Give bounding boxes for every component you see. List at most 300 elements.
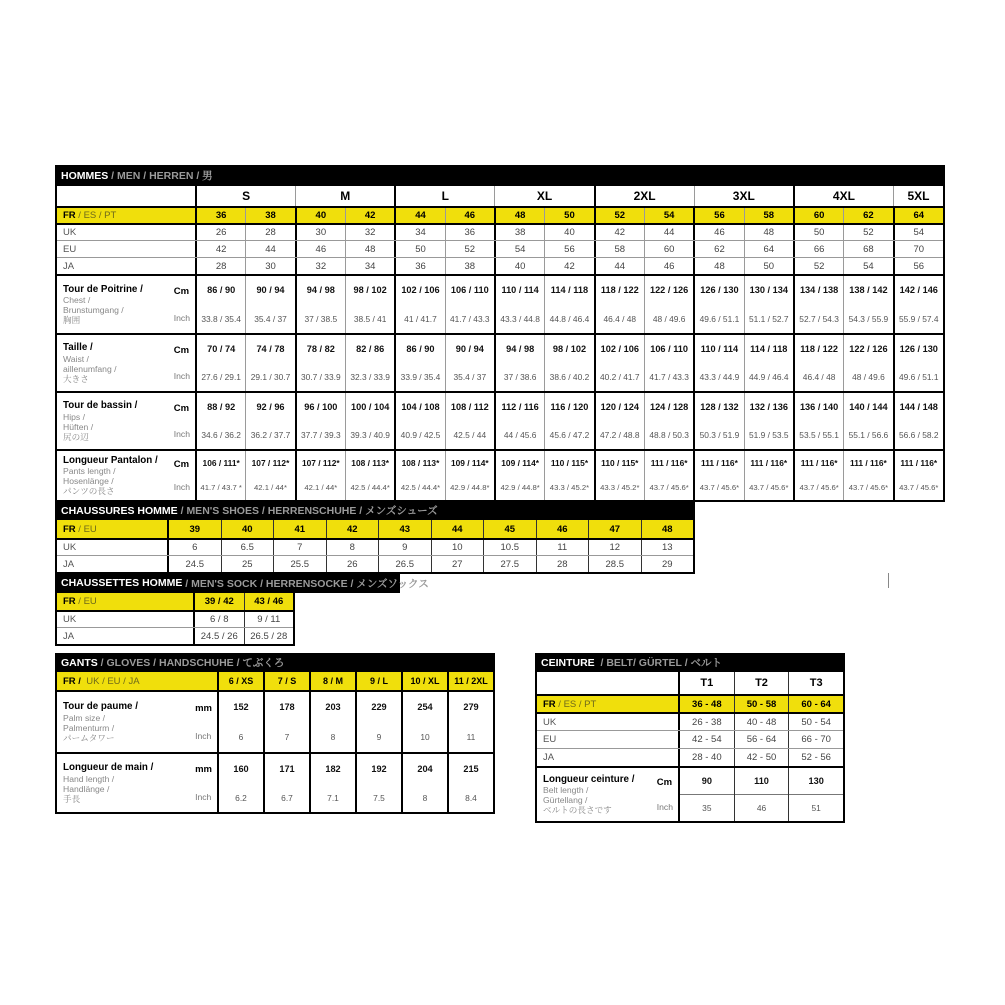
measure-subname: Palmenturm / — [63, 722, 115, 733]
row-values — [197, 208, 943, 223]
measure-label — [57, 335, 197, 391]
row-label: FR / ES / PT — [537, 696, 680, 712]
mm-value: 215 — [463, 763, 479, 774]
table-cell: 34 — [345, 258, 394, 274]
cm-value: 78 / 82 — [306, 344, 335, 354]
shoes-title-bar — [55, 501, 695, 520]
table-cell: 28 — [245, 225, 294, 240]
table-cell: 27 — [431, 556, 484, 572]
measure-name: Tour de paume / — [63, 701, 138, 713]
table-cell: 10 — [431, 540, 484, 555]
table-cell: 25.5 — [273, 556, 326, 572]
table-cell: 38 — [245, 208, 294, 223]
table-cell: 60 — [644, 241, 693, 257]
size-group-cell: L — [394, 186, 494, 206]
gloves-table-body — [55, 672, 495, 814]
ja-row — [57, 555, 693, 572]
measure-subname: Hüften / — [63, 421, 94, 432]
table-cell — [734, 768, 789, 821]
cm-value: 111 / 116* — [750, 458, 788, 469]
table-cell: 60 - 64 — [788, 696, 843, 712]
table-cell — [788, 768, 843, 821]
inch-value: 8 — [330, 732, 336, 742]
inch-value: 8.4 — [465, 792, 477, 803]
inch-value: 43.7 / 45.6* — [848, 483, 889, 493]
inch-value: 43.3 / 44.9 — [699, 372, 740, 382]
table-cell — [893, 393, 943, 449]
table-cell: 42 — [215, 243, 227, 255]
inch-value: 46 — [756, 803, 767, 813]
cm-value: 118 / 122 — [600, 285, 639, 296]
cm-value: 140 / 144 — [849, 402, 888, 412]
table-cell — [394, 393, 444, 449]
table-cell: 60 — [793, 208, 843, 223]
inch-value: 6.2 — [235, 792, 247, 803]
inch-value: 8 — [422, 792, 428, 803]
table-cell: 32 — [345, 225, 394, 240]
cm-value: 90 / 94 — [256, 285, 285, 296]
chest-measure-group — [57, 274, 943, 333]
inch-value: 44.9 / 46.4 — [748, 372, 789, 382]
measure-subname: 胸囲 — [63, 315, 81, 326]
table-cell — [594, 335, 644, 391]
empty-corner-cell — [57, 186, 197, 206]
table-cell: 39 / 42 — [204, 596, 234, 607]
fr-eu-row — [57, 520, 693, 538]
table-cell — [394, 451, 444, 500]
table-cell — [793, 393, 843, 449]
table-cell — [295, 276, 345, 333]
measure-translations — [543, 785, 634, 815]
table-cell: 50 — [544, 208, 593, 223]
cm-value: 110 / 114 — [501, 285, 539, 296]
unit-label-inch: Inch — [195, 731, 212, 741]
table-cell: 46 — [536, 520, 589, 538]
table-cell: 45 — [483, 520, 536, 538]
cm-value: 132 / 136 — [749, 402, 788, 412]
cm-value: 109 / 114* — [501, 458, 539, 469]
fr-eu-row — [57, 593, 293, 610]
table-cell: 8 / M — [309, 672, 355, 690]
cm-value: 86 / 90 — [406, 344, 435, 354]
table-cell: 29 — [641, 556, 694, 572]
table-cell — [843, 451, 892, 500]
cm-value: 128 / 132 — [700, 402, 739, 412]
table-cell: 52 - 56 — [788, 749, 843, 766]
table-cell — [295, 393, 345, 449]
table-cell — [445, 276, 494, 333]
inch-value: 51.9 / 53.5 — [748, 430, 789, 440]
mm-value: 171 — [279, 763, 295, 774]
cm-value: 110 — [735, 768, 789, 795]
table-cell: 30 — [295, 225, 345, 240]
table-cell — [295, 335, 345, 391]
cm-value: 82 / 86 — [356, 344, 385, 354]
row-values — [680, 696, 843, 712]
table-cell: 64 — [893, 208, 943, 223]
table-cell: 46 — [445, 208, 494, 223]
table-cell: 40 — [494, 258, 544, 274]
cm-value: 111 / 116* — [850, 458, 887, 469]
table-cell — [197, 276, 245, 333]
cm-value: 106 / 110 — [650, 344, 689, 354]
gloves-title-bar — [55, 653, 495, 672]
inch-value: 7.5 — [373, 792, 385, 803]
cm-value: 108 / 113* — [401, 458, 440, 469]
table-cell — [594, 451, 644, 500]
table-cell: 24.5 — [185, 558, 204, 570]
inch-value: 9 — [376, 732, 382, 742]
cm-value: 100 / 104 — [350, 402, 390, 412]
uk-row — [57, 538, 693, 555]
row-values — [680, 731, 843, 748]
table-cell — [494, 335, 544, 391]
table-cell: 50 - 54 — [788, 714, 843, 730]
inch-value: 49.6 / 51.1 — [699, 313, 740, 324]
cm-value: 118 / 122 — [800, 344, 838, 354]
table-cell: 28 - 40 — [692, 752, 722, 763]
row-values — [197, 258, 943, 274]
table-cell — [693, 451, 743, 500]
cm-value: 98 / 102 — [552, 344, 587, 354]
table-cell: 42 - 50 — [734, 749, 789, 766]
table-cell: 25 — [221, 556, 274, 572]
inch-value: 39.3 / 40.9 — [350, 430, 390, 440]
stray-line-artifact — [888, 573, 889, 588]
measure-values — [197, 335, 943, 391]
eu-row — [537, 730, 843, 748]
table-cell: 40 — [295, 208, 345, 223]
table-cell: 52 — [843, 225, 892, 240]
cm-value: 110 / 115* — [601, 458, 639, 469]
row-label: JA — [537, 749, 680, 766]
inch-value: 43.3 / 45.2* — [600, 483, 640, 493]
inch-value: 41.7 / 43.3 — [450, 313, 490, 324]
table-cell: 28 — [536, 556, 589, 572]
palm-size-group — [57, 690, 493, 752]
ja-row — [537, 748, 843, 766]
table-cell: 24.5 / 26 — [200, 630, 238, 642]
table-cell: 6 / 8 — [210, 614, 229, 625]
table-cell — [245, 276, 294, 333]
table-cell — [445, 393, 494, 449]
table-cell — [263, 754, 309, 812]
table-cell: 48 — [693, 258, 743, 274]
table-cell — [345, 335, 394, 391]
table-cell — [744, 393, 793, 449]
table-cell — [843, 276, 892, 333]
shoes-table-body — [55, 520, 695, 574]
table-cell: 26 — [326, 556, 379, 572]
table-cell — [245, 451, 294, 500]
row-values — [195, 628, 293, 644]
belt-table-body — [535, 672, 845, 823]
inch-value: 6 — [238, 732, 244, 742]
mm-value: 160 — [233, 763, 249, 774]
table-cell: 44 — [431, 520, 484, 538]
hommes-title-bar — [55, 165, 945, 186]
inch-value: 47.2 / 48.8 — [599, 430, 640, 440]
cm-value: 94 / 98 — [506, 344, 535, 354]
inch-value: 43.7 / 45.6* — [699, 483, 740, 493]
measure-translations — [63, 295, 143, 325]
table-cell: 36 — [394, 258, 444, 274]
measure-values — [197, 393, 943, 449]
mens-socks-table — [55, 573, 429, 646]
table-cell: 54 — [843, 258, 892, 274]
unit-label-cm: Cm — [173, 458, 190, 470]
table-cell — [355, 754, 401, 812]
cm-value: 134 / 138 — [799, 285, 839, 296]
table-cell: 13 — [641, 540, 694, 555]
cm-value: 108 / 112 — [450, 402, 489, 412]
table-cell — [219, 692, 263, 752]
table-cell — [680, 768, 734, 821]
inch-value: 41 / 41.7 — [404, 313, 437, 324]
inch-value: 53.5 / 55.1 — [799, 430, 839, 440]
pants-length-measure-group — [57, 449, 943, 500]
measure-subname: Pants length / — [63, 466, 116, 477]
unit-label-inch: Inch — [656, 801, 673, 812]
table-cell — [644, 276, 693, 333]
table-cell: 38 — [494, 225, 544, 240]
measure-name: Taille / — [63, 342, 93, 354]
table-cell: 36 — [215, 210, 227, 221]
measure-values — [219, 754, 493, 812]
measure-values — [680, 768, 843, 821]
measure-name: Longueur Pantalon / — [63, 454, 158, 466]
mm-value: 182 — [325, 763, 341, 774]
table-cell — [693, 335, 743, 391]
belt-title-bar — [535, 653, 845, 672]
inch-value: 35.4 / 37 — [453, 372, 487, 382]
cm-value: 92 / 96 — [256, 402, 285, 412]
mm-value: 229 — [371, 702, 387, 712]
cm-value: 94 / 98 — [306, 285, 335, 296]
row-label: JA — [57, 556, 169, 572]
unit-label-inch: Inch — [173, 371, 190, 381]
cm-value: 144 / 148 — [899, 402, 938, 412]
uk-row — [537, 712, 843, 730]
ja-row — [57, 627, 293, 644]
measure-subname: Gürtellang / — [543, 795, 588, 806]
inch-value: 33.8 / 35.4 — [201, 313, 241, 324]
measure-translations — [63, 713, 138, 743]
table-cell: 28 — [215, 260, 227, 272]
measure-subname: Handlänge / — [63, 783, 110, 794]
cm-value: 104 / 108 — [401, 402, 440, 412]
measure-subname: aillenumfang / — [63, 363, 117, 374]
waist-measure-group — [57, 333, 943, 391]
table-cell: 50 — [394, 241, 444, 257]
inch-value: 45.6 / 47.2 — [549, 430, 590, 440]
table-cell — [245, 335, 294, 391]
cm-value: 114 / 118 — [750, 344, 788, 354]
table-cell: 11 / 2XL — [447, 672, 493, 690]
table-cell: 36 — [445, 225, 494, 240]
table-cell: 52 — [594, 208, 644, 223]
table-title-translations: / MEN'S SOCK / HERRENSOCKE / メンズソックス — [182, 577, 429, 590]
cm-value: 102 / 106 — [401, 285, 440, 296]
cm-value: 96 / 100 — [304, 402, 338, 412]
inch-value: 43.7 / 45.6* — [749, 483, 789, 493]
belt-length-group — [537, 766, 843, 821]
cm-value: 102 / 106 — [600, 344, 639, 354]
table-cell: 12 — [588, 540, 641, 555]
size-group-cell: T1 — [700, 677, 714, 689]
inch-value: 6.7 — [281, 792, 293, 803]
inch-value: 29.1 / 30.7 — [250, 372, 291, 382]
table-cell: 42 — [345, 208, 394, 223]
cm-value: 70 / 74 — [207, 344, 236, 354]
cm-value: 130 / 134 — [749, 285, 788, 296]
row-label: FR / EU — [57, 520, 169, 538]
measure-subname: Hips / — [63, 411, 85, 422]
fr-es-pt-row — [537, 694, 843, 712]
measure-values — [197, 276, 943, 333]
table-cell: 26 — [215, 227, 227, 238]
inch-value: 51.1 / 52.7 — [748, 313, 789, 324]
table-cell: 40 — [221, 520, 274, 538]
unit-label-mm: mm — [195, 702, 212, 714]
table-cell — [744, 276, 793, 333]
table-cell: 8 — [326, 540, 379, 555]
table-cell — [544, 451, 593, 500]
table-cell: 39 — [189, 523, 201, 535]
mm-value: 203 — [325, 702, 341, 712]
table-cell: 48 — [641, 520, 694, 538]
unit-label-cm: Cm — [656, 776, 673, 788]
inch-value: 43.3 / 44.8 — [500, 313, 540, 324]
row-label: UK — [57, 540, 169, 555]
table-cell: 6 — [192, 542, 198, 553]
cm-value: 108 / 113* — [351, 458, 390, 469]
inch-value: 35.4 / 37 — [254, 313, 287, 324]
row-values — [680, 749, 843, 766]
inch-value: 43.7 / 45.6* — [649, 483, 689, 493]
inch-value: 41.7 / 43.7 * — [200, 483, 242, 493]
cm-value: 74 / 78 — [256, 344, 285, 354]
table-cell: 56 - 64 — [734, 731, 789, 748]
table-cell: 40 — [544, 225, 593, 240]
mens-shoes-table — [55, 501, 695, 574]
table-title: CHAUSSURES HOMME — [61, 504, 178, 517]
inch-value: 48 / 49.6 — [652, 313, 686, 324]
measure-subname: パンツの長さ — [63, 486, 115, 497]
table-title: CEINTURE — [541, 656, 595, 669]
inch-value: 35 — [702, 803, 712, 813]
size-group-cell: S — [242, 189, 251, 203]
table-cell: 46 — [693, 225, 743, 240]
measure-subname: Chest / — [63, 295, 91, 306]
measure-label — [57, 692, 219, 752]
measure-subname: ベルトの長さです — [543, 805, 612, 816]
cm-value: 120 / 124 — [600, 402, 639, 412]
table-cell: 28.5 — [588, 556, 641, 572]
eu-size-row — [57, 240, 943, 257]
table-cell: 26.5 — [378, 556, 431, 572]
table-cell: 62 — [843, 208, 892, 223]
row-label: EU — [537, 731, 680, 748]
table-cell: 9 — [378, 540, 431, 555]
table-cell — [263, 692, 309, 752]
table-cell: 46 — [644, 258, 693, 274]
inch-value: 42.1 / 44* — [304, 483, 338, 493]
table-cell: 62 — [693, 241, 743, 257]
measure-label — [57, 276, 197, 333]
table-cell: 42 — [326, 520, 379, 538]
table-cell — [447, 754, 493, 812]
table-cell: 34 — [394, 225, 444, 240]
measure-name: Tour de Poitrine / — [63, 283, 143, 295]
ja-size-row — [57, 257, 943, 274]
table-cell: 43 / 46 — [244, 593, 294, 610]
table-title: HOMMES — [61, 169, 109, 182]
inch-value: 11 — [466, 732, 476, 742]
table-cell: 70 — [893, 241, 943, 257]
table-cell: 66 - 70 — [788, 731, 843, 748]
table-cell — [394, 276, 444, 333]
table-cell — [394, 335, 444, 391]
row-values — [195, 593, 293, 610]
inch-value: 43.7 / 45.6* — [899, 483, 939, 493]
table-cell: 42 — [544, 258, 593, 274]
inch-value: 55.1 / 56.6 — [848, 430, 889, 440]
measure-translations — [63, 774, 153, 804]
table-title-translations: / MEN'S SHOES / HERRENSCHUHE / メンズシューズ — [177, 505, 438, 517]
unit-label-inch: Inch — [173, 481, 190, 492]
table-cell — [309, 692, 355, 752]
unit-label-inch: Inch — [195, 791, 212, 802]
table-cell — [843, 393, 892, 449]
inch-value: 27.6 / 29.1 — [201, 372, 241, 382]
unit-label-mm: mm — [195, 764, 212, 775]
table-cell — [295, 451, 345, 500]
inch-value: 41.7 / 43.3 — [649, 372, 689, 382]
row-values — [197, 225, 943, 240]
cm-value: 114 / 118 — [550, 285, 589, 296]
table-cell: 54 — [893, 225, 943, 240]
inch-value: 52.7 / 54.3 — [799, 313, 839, 324]
table-cell — [893, 451, 943, 500]
inch-value: 30.7 / 33.9 — [301, 372, 341, 382]
table-cell: 44 — [245, 241, 294, 257]
inch-value: 48.8 / 50.3 — [649, 430, 689, 440]
measure-subname: Waist / — [63, 353, 89, 364]
cm-value: 111 / 116* — [650, 458, 688, 469]
table-cell — [644, 335, 693, 391]
size-group-cell: 5XL — [893, 186, 943, 206]
inch-value: 36.2 / 37.7 — [250, 430, 291, 440]
inch-value: 42.9 / 44.8* — [450, 483, 490, 493]
table-cell — [345, 451, 394, 500]
size-group-cell: T2 — [734, 672, 789, 694]
table-title-translations: / MEN / HERREN / 男 — [108, 170, 213, 182]
belt-sizes-row — [537, 672, 843, 694]
uk-row — [57, 610, 293, 627]
socks-table-body — [55, 593, 295, 646]
table-cell — [245, 393, 294, 449]
table-cell — [843, 335, 892, 391]
cm-value: 122 / 126 — [649, 285, 689, 296]
inch-value: 7 — [284, 732, 290, 742]
cm-value: 126 / 130 — [700, 285, 739, 296]
row-label: FR / UK / EU / JA — [57, 672, 219, 690]
inch-value: 46.4 / 48 — [802, 372, 836, 382]
inch-value: 49.6 / 51.1 — [898, 372, 939, 382]
table-cell: 10.5 — [483, 540, 536, 555]
unit-label-cm: Cm — [173, 285, 190, 297]
